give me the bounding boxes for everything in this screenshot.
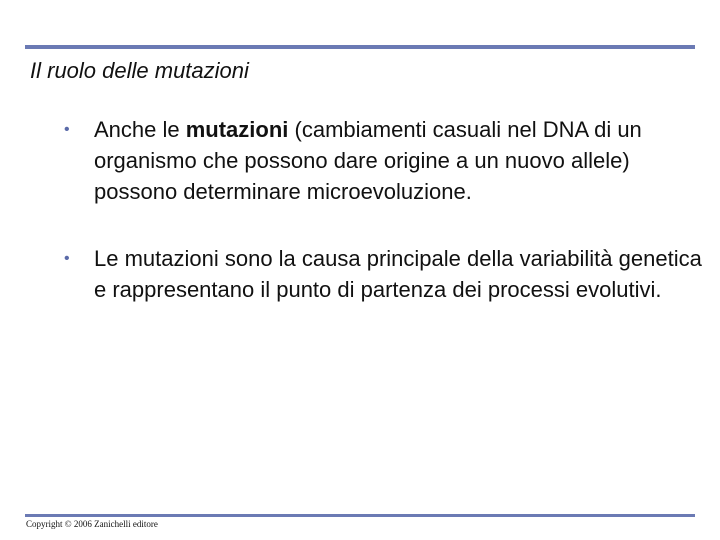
bullet-item-mutations [64, 114, 704, 207]
bottom-divider [25, 514, 695, 517]
copyright-notice: Copyright © 2006 Zanichelli editore [26, 519, 158, 529]
bullet-text-start: Anche le [94, 117, 186, 142]
bullet-text: Le mutazioni sono la causa principale della variabilità genetica e rappresentano il punto di partenza dei processi evolutivi. [94, 246, 702, 302]
bullet-text-rest: (cambiamenti casuali nel DNA di un organismo che possono dare origine a un nuovo allele) possono determinare microevoluzione. [94, 117, 642, 204]
bullet-item-variability [64, 243, 704, 305]
bullet-list [64, 114, 704, 305]
bullet-bold-term: mutazioni [185, 117, 289, 142]
top-divider [25, 45, 695, 49]
slide-title: Il ruolo delle mutazioni [30, 58, 249, 83]
bullet-marker: • [64, 121, 70, 138]
bullet-marker: • [64, 250, 70, 267]
